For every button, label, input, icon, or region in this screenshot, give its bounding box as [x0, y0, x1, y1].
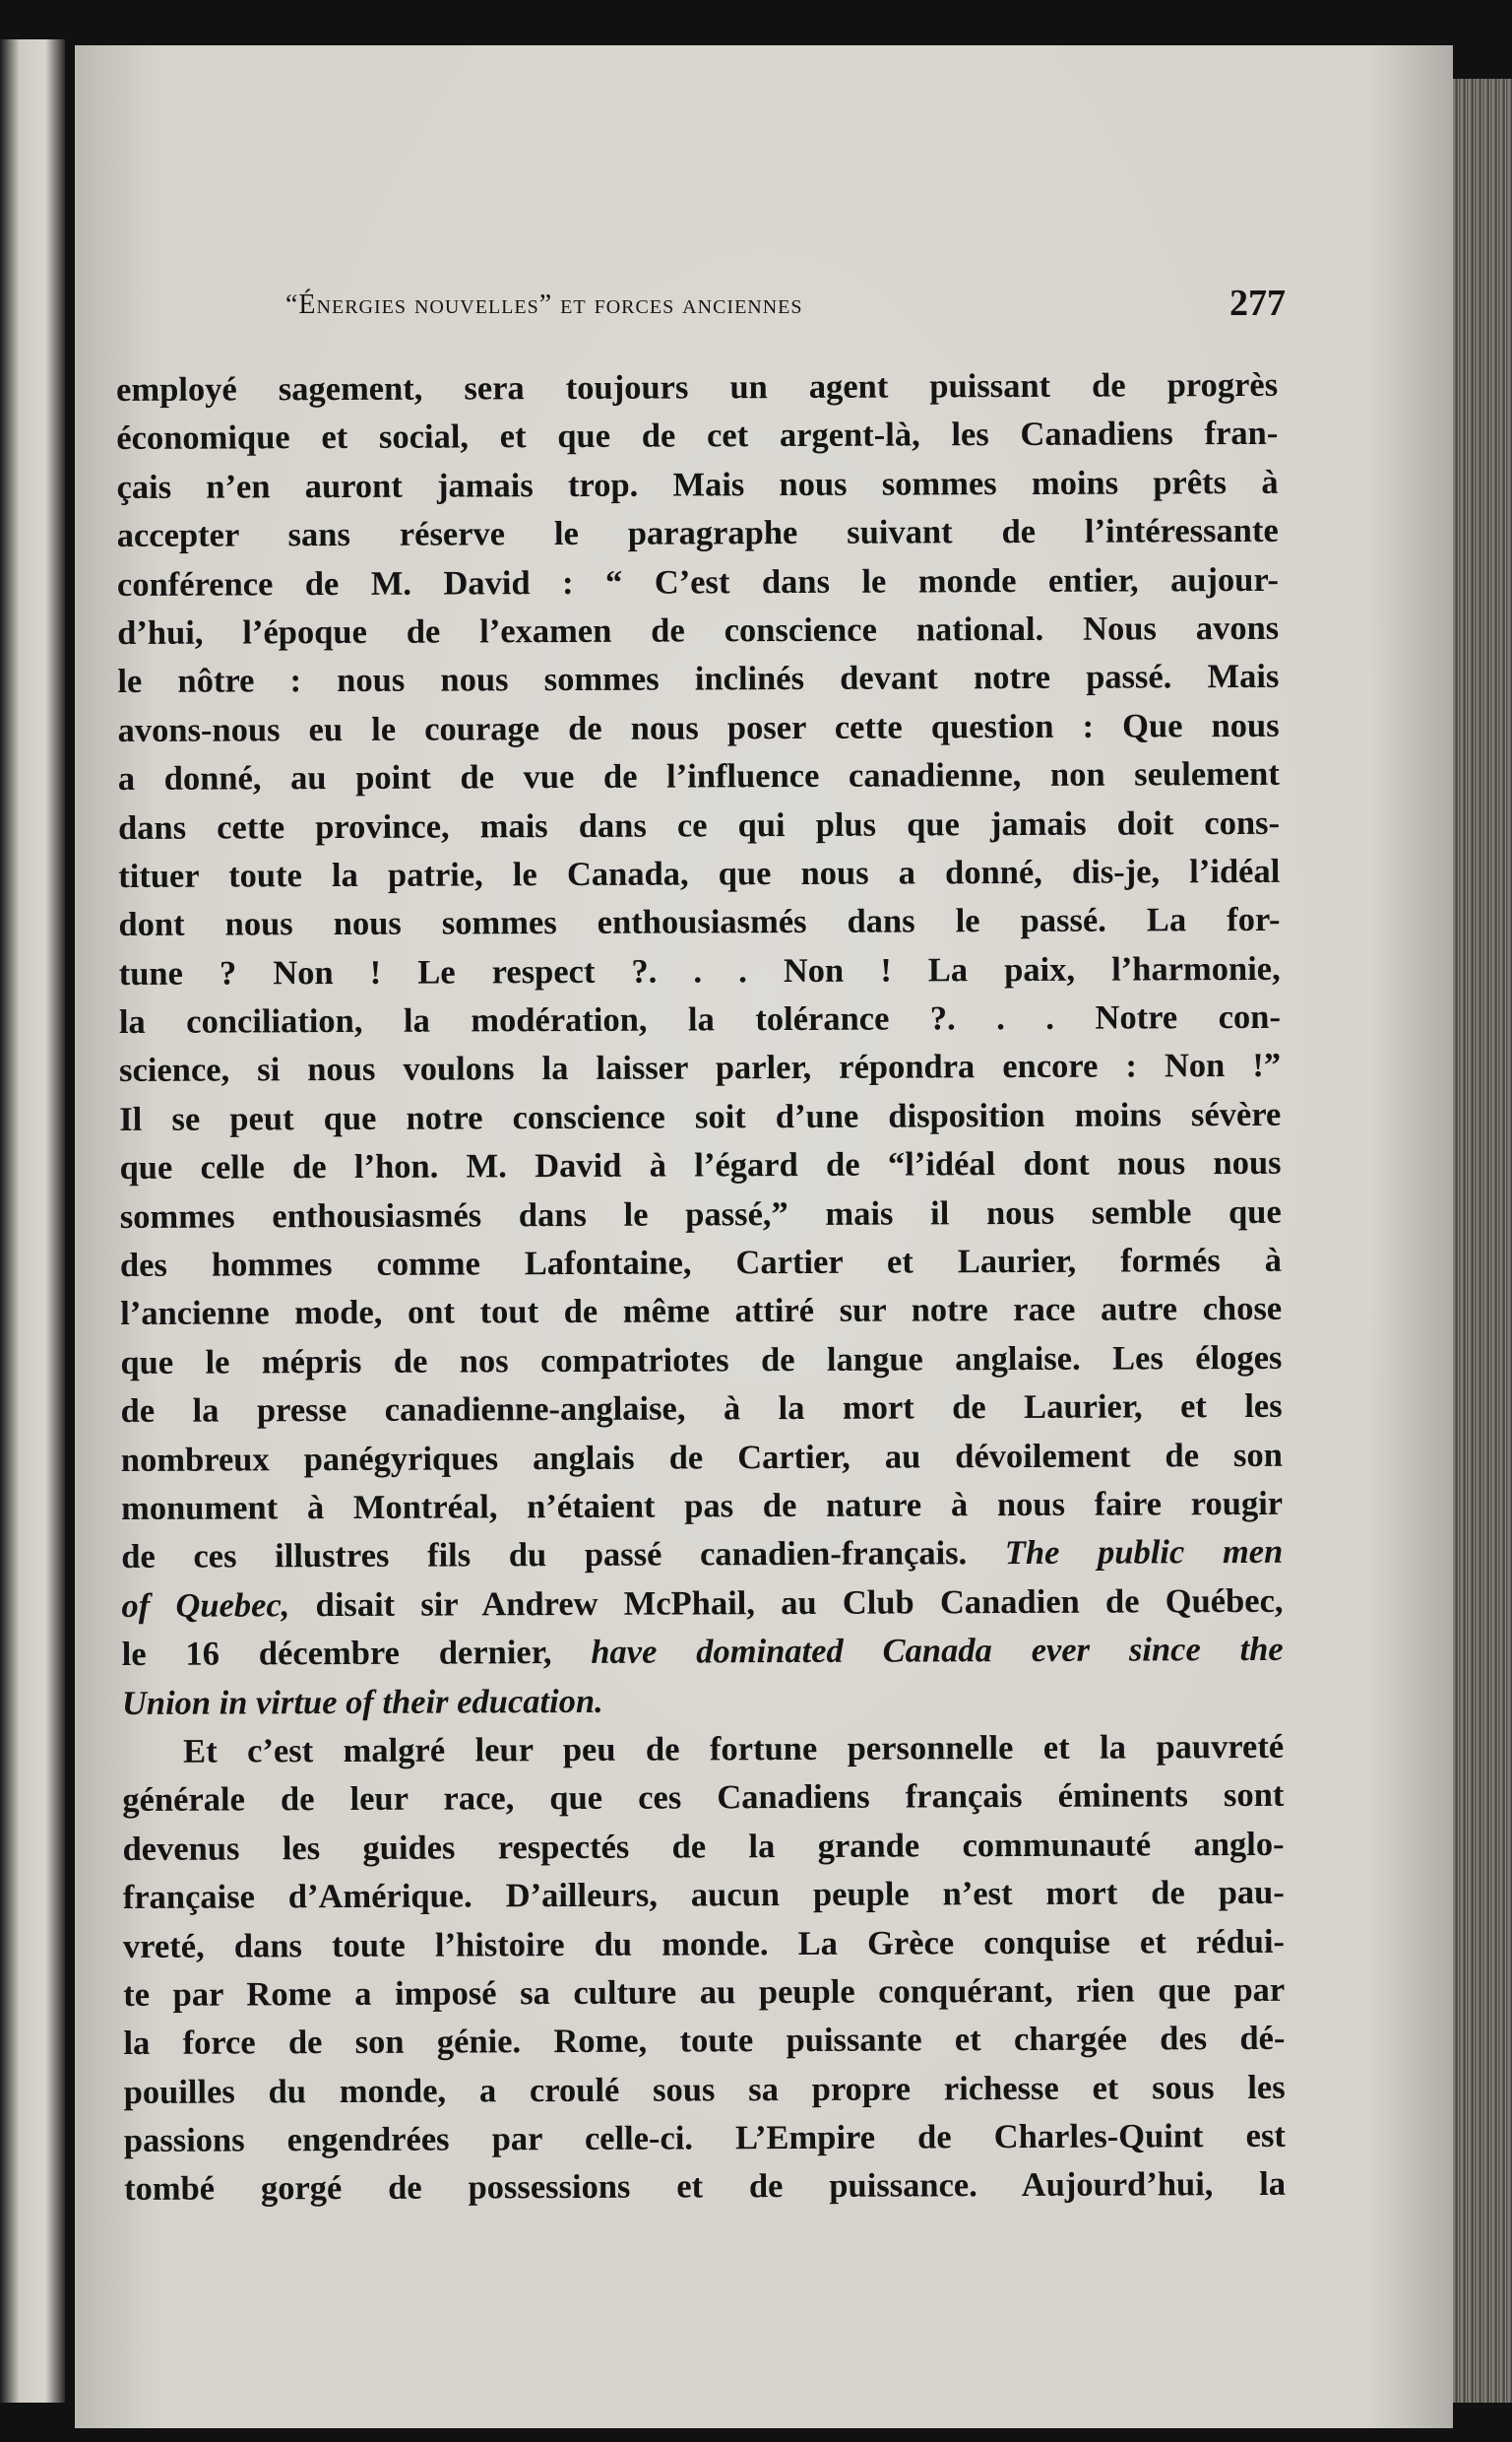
italic-quote: have dominated Canada ever since the — [591, 1630, 1284, 1672]
text-line: que le mépris de nos compatriotes de langue anglaise. Les éloges — [120, 1338, 1283, 1382]
text-line: la conciliation, la modération, la tolérance ?. . . Notre con- — [118, 997, 1281, 1042]
text-line: sommes enthousiasmés dans le passé,” mais il nous semble que — [119, 1192, 1282, 1236]
text-line: économique et social, et que de cet argent-là, les Canadiens fran- — [116, 415, 1279, 458]
text-line: monument à Montréal, n’étaient pas de nature à nous faire rougir — [120, 1484, 1284, 1527]
body-text — [116, 361, 1286, 2215]
text-line: la force de son génie. Rome, toute puissante et chargée des dé- — [123, 2020, 1286, 2063]
text-line: dont nous nous sommes enthousiasmés dans le passé. La for- — [118, 901, 1281, 944]
page-number: 277 — [1229, 283, 1286, 324]
italic-quote: of Quebec, — [121, 1586, 290, 1625]
text-line: devenus les guides respectés de la grande communauté anglo- — [122, 1825, 1285, 1868]
text-line — [121, 1577, 1283, 1632]
text-line: te par Rome a imposé sa culture au peuple conquérant, rien que par — [123, 1970, 1286, 2014]
text-line: Et c’est malgré leur peu de fortune personnelle et la pauvreté — [183, 1727, 1285, 1770]
text-line: employé sagement, sera toujours un agent puissant de progrès — [116, 365, 1279, 409]
text-line: Il se peut que notre conscience soit d’une disposition moins sévère — [119, 1095, 1282, 1138]
text-line: le nôtre : nous nous sommes inclinés devant notre passé. Mais — [117, 658, 1280, 701]
text-line: l’ancienne mode, ont tout de même attiré sur notre race autre chose — [120, 1290, 1283, 1333]
text-line: générale de leur race, que ces Canadiens français éminents sont — [122, 1776, 1285, 1820]
text-line: nombreux panégyriques anglais de Cartier, au dévoilement de son — [120, 1436, 1283, 1479]
text-line — [121, 1528, 1283, 1582]
text-run: disait sir Andrew McPhail, au Club Canadien de Québec, — [289, 1581, 1284, 1625]
text-line: tituer toute la patrie, le Canada, que nous a donné, dis-je, l’idéal — [118, 852, 1281, 895]
text-line: çais n’en auront jamais trop. Mais nous sommes moins prêts à — [116, 463, 1279, 506]
page-stack-edge — [1443, 79, 1512, 2403]
text-line: vreté, dans toute l’histoire du monde. La Grèce conquise et rédui- — [122, 1922, 1286, 1965]
italic-quote: The public men — [1004, 1533, 1284, 1573]
running-head: “Énergies nouvelles” et forces anciennes — [285, 289, 803, 320]
text-line: passions engendrées par celle-ci. L’Empire de Charles-Quint est — [123, 2116, 1286, 2160]
text-line: dans cette province, mais dans ce qui plus que jamais doit cons- — [117, 803, 1281, 847]
text-line: d’hui, l’époque de l’examen de conscience national. Nous avons — [117, 609, 1280, 652]
text-line: science, si nous voulons la laisser parler, répondra encore : Non !” — [119, 1047, 1282, 1090]
text-line: accepter sans réserve le paragraphe suivant de l’intéressante — [116, 512, 1279, 555]
text-line: des hommes comme Lafontaine, Cartier et Laurier, formés à — [119, 1241, 1283, 1285]
page-header — [285, 282, 1286, 331]
text-line: pouilles du monde, a croulé sous sa propre richesse et sous les — [123, 2068, 1286, 2111]
text-line: conférence de M. David : “ C’est dans le monde entier, aujour- — [116, 560, 1280, 604]
text-run: le 16 décembre dernier, — [121, 1634, 592, 1674]
text-line: que celle de l’hon. M. David à l’égard de “l’idéal dont nous nous — [119, 1144, 1282, 1188]
left-page-edge — [0, 39, 65, 2403]
text-run: de ces illustres fils du passé canadien-français. — [121, 1534, 1005, 1576]
text-line — [122, 1674, 1284, 1728]
italic-quote: Union in virtue of their education. — [121, 1682, 603, 1722]
text-line — [122, 1626, 1284, 1680]
text-line: avons-nous eu le courage de nous poser cette question : Que nous — [117, 706, 1280, 749]
text-line: tombé gorgé de possessions et de puissance. Aujourd’hui, la — [123, 2165, 1287, 2209]
text-line: de la presse canadienne-anglaise, à la mort de Laurier, et les — [120, 1387, 1283, 1431]
text-line: tune ? Non ! Le respect ?. . . Non ! La paix, l’harmonie, — [118, 949, 1281, 993]
text-line: française d’Amérique. D’ailleurs, aucun peuple n’est mort de pau- — [122, 1873, 1285, 1917]
text-line: a donné, au point de vue de l’influence canadienne, non seulement — [117, 754, 1280, 799]
